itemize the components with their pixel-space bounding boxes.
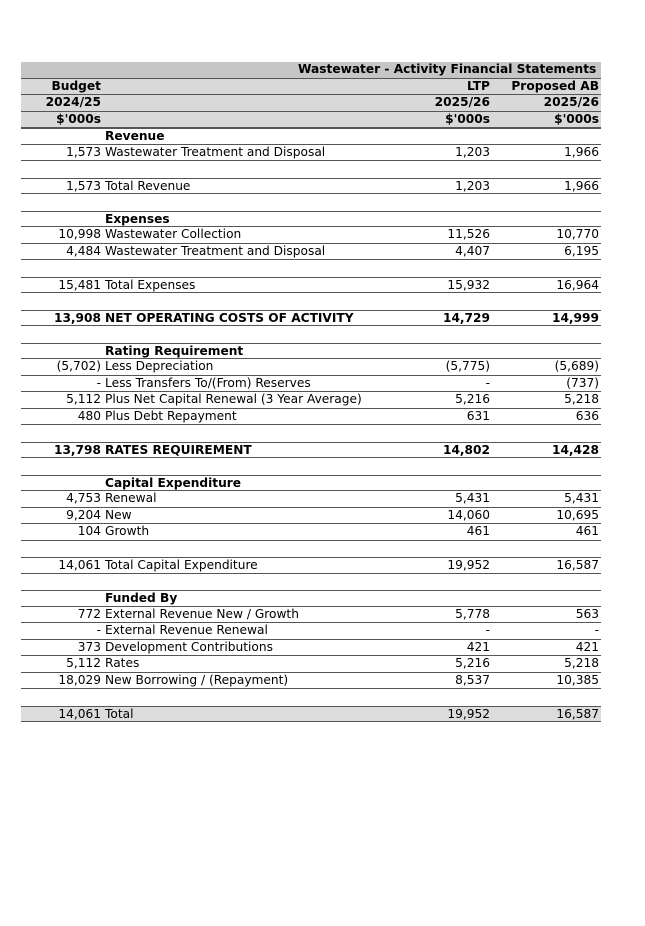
col-ab-year: 2025/26 — [543, 95, 599, 109]
table-row — [21, 409, 601, 426]
table-row — [21, 392, 601, 409]
budget-cell: 5,112 — [66, 656, 101, 670]
table-row — [21, 640, 601, 657]
ltp-cell: 15,932 — [447, 277, 490, 292]
budget-cell: 4,484 — [66, 243, 101, 258]
financial-statement-table — [21, 62, 601, 722]
ltp-cell: 421 — [466, 639, 490, 654]
description-cell: Total Expenses — [105, 277, 196, 292]
budget-cell: 13,908 — [53, 310, 101, 325]
col-budget-unit: $'000s — [56, 111, 101, 126]
proposed-ab-cell: 5,431 — [564, 491, 599, 505]
proposed-ab-cell: 461 — [575, 524, 599, 538]
proposed-ab-cell: 16,964 — [556, 277, 599, 292]
section-title: Revenue — [105, 129, 165, 143]
table-body — [21, 128, 601, 722]
budget-cell: - — [96, 375, 101, 390]
description-cell: External Revenue New / Growth — [105, 606, 299, 621]
proposed-ab-cell: - — [594, 623, 599, 637]
ltp-cell: 19,952 — [447, 558, 490, 572]
col-ltp-header: LTP — [467, 78, 490, 93]
col-budget-year: 2024/25 — [45, 95, 101, 109]
budget-cell: 14,061 — [58, 706, 101, 721]
spacer-row — [21, 326, 601, 343]
budget-cell: 15,481 — [58, 277, 101, 292]
spacer-row — [21, 293, 601, 310]
proposed-ab-cell: 1,966 — [564, 144, 599, 159]
table-row — [21, 508, 601, 525]
col-ab-unit: $'000s — [554, 111, 599, 126]
ltp-cell: 461 — [466, 524, 490, 538]
table-row — [21, 359, 601, 376]
description-cell: RATES REQUIREMENT — [105, 442, 252, 457]
spacer-row — [21, 541, 601, 558]
table-row — [21, 244, 601, 261]
budget-cell: 1,573 — [66, 178, 101, 193]
proposed-ab-cell: 16,587 — [556, 558, 599, 572]
ltp-cell: - — [485, 623, 490, 637]
spacer-row — [21, 260, 601, 277]
budget-cell: 104 — [77, 524, 101, 538]
table-row — [21, 227, 601, 244]
description-cell: Plus Net Capital Renewal (3 Year Average) — [105, 392, 362, 406]
description-cell: Less Depreciation — [105, 359, 214, 373]
description-cell: Wastewater Collection — [105, 227, 242, 241]
proposed-ab-cell: 6,195 — [564, 243, 599, 258]
ltp-cell: 19,952 — [447, 706, 490, 721]
budget-cell: 4,753 — [66, 491, 101, 505]
budget-cell: 480 — [77, 408, 101, 423]
description-cell: Wastewater Treatment and Disposal — [105, 243, 326, 258]
description-cell: Growth — [105, 524, 150, 538]
table-row — [21, 673, 601, 690]
ltp-cell: 4,407 — [455, 243, 490, 258]
ltp-cell: 14,060 — [447, 507, 490, 522]
col-ltp-year: 2025/26 — [434, 95, 490, 109]
description-cell: Total Revenue — [105, 178, 191, 193]
description-cell: Total — [105, 706, 134, 721]
col-ab-header: Proposed AB — [511, 78, 599, 93]
proposed-ab-cell: 14,428 — [551, 442, 599, 457]
budget-cell: (5,702) — [56, 359, 101, 373]
table-row — [21, 524, 601, 541]
description-cell: External Revenue Renewal — [105, 623, 268, 637]
section-header-row — [21, 590, 601, 607]
proposed-ab-cell: 10,385 — [556, 672, 599, 687]
budget-cell: 373 — [77, 639, 101, 654]
table-row — [21, 491, 601, 508]
grand-total-row — [21, 706, 601, 723]
table-row — [21, 607, 601, 624]
budget-cell: 5,112 — [66, 392, 101, 406]
table-title-row — [21, 62, 601, 79]
section-title: Rating Requirement — [105, 343, 244, 358]
total-row — [21, 310, 601, 327]
budget-cell: - — [96, 623, 101, 637]
ltp-cell: 14,729 — [442, 310, 490, 325]
section-title: Funded By — [105, 591, 178, 605]
ltp-cell: 5,778 — [455, 606, 490, 621]
budget-cell: 1,573 — [66, 144, 101, 159]
spacer-row — [21, 425, 601, 442]
ltp-cell: 1,203 — [455, 144, 490, 159]
proposed-ab-cell: 421 — [575, 639, 599, 654]
header-row-3 — [21, 112, 601, 129]
description-cell: New Borrowing / (Repayment) — [105, 672, 289, 687]
table-row — [21, 145, 601, 162]
description-cell: Total Capital Expenditure — [105, 558, 258, 572]
spacer-row — [21, 161, 601, 178]
budget-cell: 10,998 — [58, 227, 101, 241]
ltp-cell: 631 — [466, 408, 490, 423]
table-title: Wastewater - Activity Financial Statements — [298, 62, 597, 76]
ltp-cell: 5,431 — [455, 491, 490, 505]
table-row — [21, 656, 601, 673]
ltp-cell: 5,216 — [455, 656, 490, 670]
table-row — [21, 623, 601, 640]
proposed-ab-cell: (737) — [566, 375, 599, 390]
header-row-2 — [21, 95, 601, 112]
total-row — [21, 277, 601, 294]
spacer-row — [21, 689, 601, 706]
proposed-ab-cell: 10,695 — [556, 507, 599, 522]
description-cell: Rates — [105, 656, 140, 670]
ltp-cell: (5,775) — [445, 359, 490, 373]
proposed-ab-cell: 563 — [575, 606, 599, 621]
budget-cell: 14,061 — [58, 558, 101, 572]
proposed-ab-cell: 10,770 — [556, 227, 599, 241]
section-header-row — [21, 475, 601, 492]
budget-cell: 9,204 — [66, 507, 101, 522]
description-cell: Development Contributions — [105, 639, 273, 654]
col-budget-header: Budget — [51, 78, 101, 93]
ltp-cell: 5,216 — [455, 392, 490, 406]
proposed-ab-cell: 14,999 — [551, 310, 599, 325]
proposed-ab-cell: 1,966 — [564, 178, 599, 193]
proposed-ab-cell: 16,587 — [556, 706, 599, 721]
header-row-1 — [21, 79, 601, 96]
proposed-ab-cell: 5,218 — [564, 656, 599, 670]
description-cell: Renewal — [105, 491, 157, 505]
spacer-row — [21, 458, 601, 475]
section-header-row — [21, 211, 601, 228]
spacer-row — [21, 194, 601, 211]
total-row — [21, 442, 601, 459]
ltp-cell: 8,537 — [455, 672, 490, 687]
ltp-cell: - — [485, 375, 490, 390]
section-header-row — [21, 343, 601, 360]
proposed-ab-cell: (5,689) — [554, 359, 599, 373]
ltp-cell: 1,203 — [455, 178, 490, 193]
description-cell: NET OPERATING COSTS OF ACTIVITY — [105, 310, 354, 325]
ltp-cell: 11,526 — [447, 227, 490, 241]
description-cell: Wastewater Treatment and Disposal — [105, 144, 326, 159]
total-row — [21, 557, 601, 574]
table-row — [21, 376, 601, 393]
section-title: Capital Expenditure — [105, 475, 242, 490]
spacer-row — [21, 574, 601, 591]
budget-cell: 772 — [77, 606, 101, 621]
budget-cell: 13,798 — [53, 442, 101, 457]
budget-cell: 18,029 — [58, 672, 101, 687]
col-ltp-unit: $'000s — [445, 111, 490, 126]
ltp-cell: 14,802 — [442, 442, 490, 457]
proposed-ab-cell: 5,218 — [564, 392, 599, 406]
description-cell: Plus Debt Repayment — [105, 408, 237, 423]
total-row — [21, 178, 601, 195]
description-cell: New — [105, 507, 132, 522]
section-title: Expenses — [105, 211, 170, 226]
description-cell: Less Transfers To/(From) Reserves — [105, 375, 311, 390]
proposed-ab-cell: 636 — [575, 408, 599, 423]
section-header-row — [21, 128, 601, 145]
